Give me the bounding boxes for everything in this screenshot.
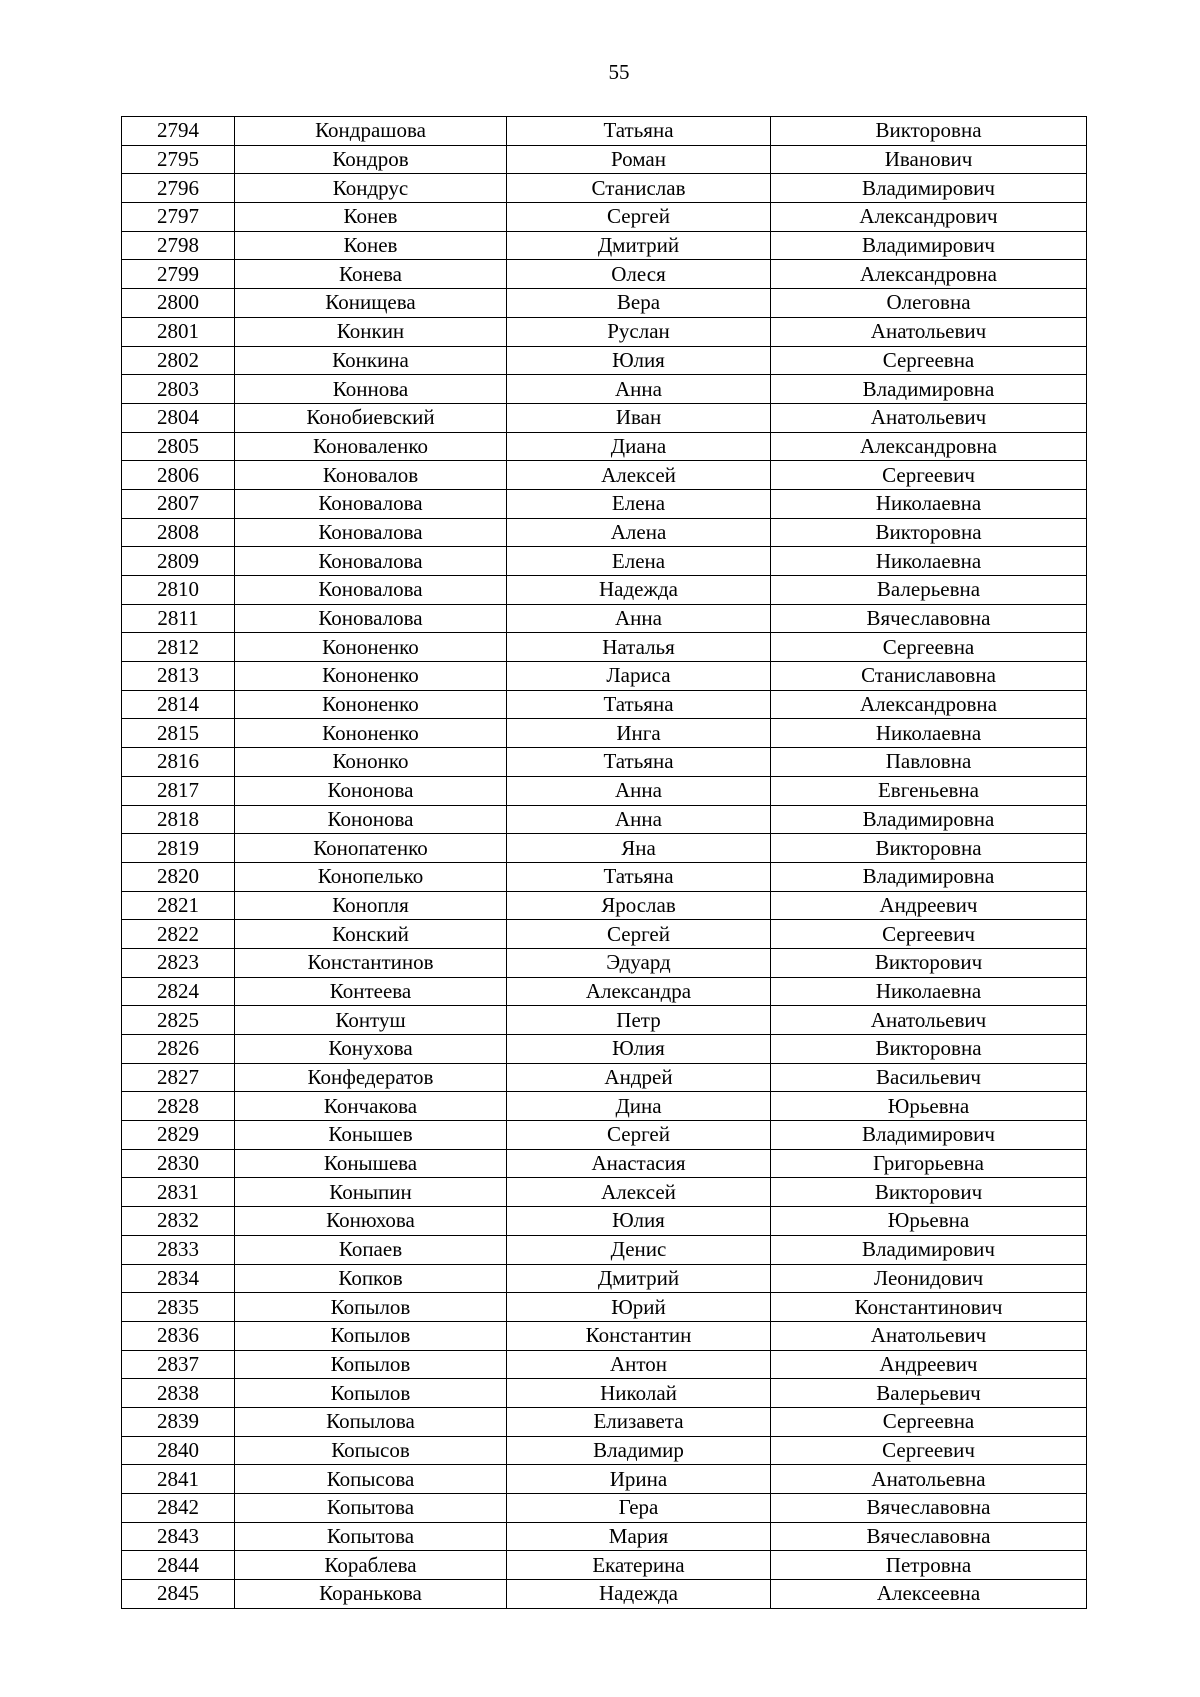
row-number-cell: 2799 [122, 260, 235, 289]
row-number-cell: 2831 [122, 1178, 235, 1207]
table-row [122, 1207, 1087, 1236]
table-row [122, 174, 1087, 203]
first-name-cell: Анна [507, 805, 771, 834]
last-name-cell: Кораблева [235, 1551, 507, 1580]
patronymic-cell: Александровна [771, 260, 1087, 289]
patronymic-cell: Сергеевич [771, 920, 1087, 949]
last-name-cell: Кончакова [235, 1092, 507, 1121]
last-name-cell: Копылов [235, 1350, 507, 1379]
table-row [122, 1465, 1087, 1494]
last-name-cell: Контуш [235, 1006, 507, 1035]
first-name-cell: Станислав [507, 174, 771, 203]
first-name-cell: Антон [507, 1350, 771, 1379]
first-name-cell: Инга [507, 719, 771, 748]
last-name-cell: Конкина [235, 346, 507, 375]
last-name-cell: Кондрус [235, 174, 507, 203]
last-name-cell: Коновалов [235, 461, 507, 490]
patronymic-cell: Юрьевна [771, 1207, 1087, 1236]
first-name-cell: Алексей [507, 461, 771, 490]
row-number-cell: 2834 [122, 1264, 235, 1293]
table-row [122, 317, 1087, 346]
table-row [122, 1092, 1087, 1121]
patronymic-cell: Николаевна [771, 977, 1087, 1006]
first-name-cell: Надежда [507, 1580, 771, 1609]
row-number-cell: 2815 [122, 719, 235, 748]
table-row [122, 547, 1087, 576]
last-name-cell: Копков [235, 1264, 507, 1293]
row-number-cell: 2797 [122, 203, 235, 232]
patronymic-cell: Владимировна [771, 805, 1087, 834]
row-number-cell: 2816 [122, 748, 235, 777]
row-number-cell: 2817 [122, 776, 235, 805]
patronymic-cell: Анатольевич [771, 317, 1087, 346]
row-number-cell: 2845 [122, 1580, 235, 1609]
first-name-cell: Ярослав [507, 891, 771, 920]
first-name-cell: Петр [507, 1006, 771, 1035]
first-name-cell: Эдуард [507, 948, 771, 977]
row-number-cell: 2796 [122, 174, 235, 203]
last-name-cell: Конский [235, 920, 507, 949]
patronymic-cell: Николаевна [771, 719, 1087, 748]
patronymic-cell: Сергеевна [771, 633, 1087, 662]
first-name-cell: Ирина [507, 1465, 771, 1494]
last-name-cell: Конухова [235, 1035, 507, 1064]
last-name-cell: Коновалова [235, 604, 507, 633]
first-name-cell: Денис [507, 1235, 771, 1264]
row-number-cell: 2814 [122, 690, 235, 719]
table-row [122, 719, 1087, 748]
table-row [122, 117, 1087, 146]
table-row [122, 1379, 1087, 1408]
row-number-cell: 2808 [122, 518, 235, 547]
first-name-cell: Дмитрий [507, 231, 771, 260]
first-name-cell: Юлия [507, 1207, 771, 1236]
last-name-cell: Конев [235, 203, 507, 232]
last-name-cell: Копылов [235, 1321, 507, 1350]
last-name-cell: Коннова [235, 375, 507, 404]
last-name-cell: Конева [235, 260, 507, 289]
row-number-cell: 2823 [122, 948, 235, 977]
row-number-cell: 2818 [122, 805, 235, 834]
first-name-cell: Диана [507, 432, 771, 461]
last-name-cell: Коранькова [235, 1580, 507, 1609]
patronymic-cell: Григорьевна [771, 1149, 1087, 1178]
patronymic-cell: Викторович [771, 948, 1087, 977]
row-number-cell: 2839 [122, 1407, 235, 1436]
row-number-cell: 2803 [122, 375, 235, 404]
patronymic-cell: Павловна [771, 748, 1087, 777]
patronymic-cell: Викторович [771, 1178, 1087, 1207]
patronymic-cell: Викторовна [771, 117, 1087, 146]
table-row [122, 231, 1087, 260]
first-name-cell: Руслан [507, 317, 771, 346]
last-name-cell: Кононенко [235, 719, 507, 748]
row-number-cell: 2837 [122, 1350, 235, 1379]
row-number-cell: 2842 [122, 1494, 235, 1523]
patronymic-cell: Владимирович [771, 231, 1087, 260]
row-number-cell: 2840 [122, 1436, 235, 1465]
table-row [122, 977, 1087, 1006]
first-name-cell: Анна [507, 776, 771, 805]
first-name-cell: Анастасия [507, 1149, 771, 1178]
last-name-cell: Копысов [235, 1436, 507, 1465]
first-name-cell: Елена [507, 547, 771, 576]
row-number-cell: 2826 [122, 1035, 235, 1064]
last-name-cell: Кононова [235, 805, 507, 834]
row-number-cell: 2802 [122, 346, 235, 375]
table-row [122, 862, 1087, 891]
row-number-cell: 2800 [122, 289, 235, 318]
first-name-cell: Елена [507, 489, 771, 518]
patronymic-cell: Вячеславовна [771, 1522, 1087, 1551]
row-number-cell: 2836 [122, 1321, 235, 1350]
first-name-cell: Алексей [507, 1178, 771, 1207]
row-number-cell: 2844 [122, 1551, 235, 1580]
last-name-cell: Кононенко [235, 690, 507, 719]
last-name-cell: Коныпин [235, 1178, 507, 1207]
first-name-cell: Надежда [507, 576, 771, 605]
row-number-cell: 2841 [122, 1465, 235, 1494]
table-row [122, 633, 1087, 662]
table-row [122, 1178, 1087, 1207]
row-number-cell: 2810 [122, 576, 235, 605]
table-row [122, 403, 1087, 432]
names-table [121, 116, 1087, 1609]
table-row [122, 375, 1087, 404]
patronymic-cell: Евгеньевна [771, 776, 1087, 805]
first-name-cell: Юлия [507, 1035, 771, 1064]
first-name-cell: Дина [507, 1092, 771, 1121]
row-number-cell: 2813 [122, 662, 235, 691]
row-number-cell: 2795 [122, 145, 235, 174]
patronymic-cell: Анатольевич [771, 1006, 1087, 1035]
last-name-cell: Конищева [235, 289, 507, 318]
last-name-cell: Копытова [235, 1522, 507, 1551]
table-row [122, 1149, 1087, 1178]
patronymic-cell: Викторовна [771, 834, 1087, 863]
first-name-cell: Татьяна [507, 862, 771, 891]
row-number-cell: 2830 [122, 1149, 235, 1178]
patronymic-cell: Сергеевна [771, 1407, 1087, 1436]
last-name-cell: Копылов [235, 1293, 507, 1322]
row-number-cell: 2807 [122, 489, 235, 518]
first-name-cell: Юлия [507, 346, 771, 375]
row-number-cell: 2806 [122, 461, 235, 490]
patronymic-cell: Сергеевич [771, 1436, 1087, 1465]
last-name-cell: Коновалова [235, 576, 507, 605]
last-name-cell: Конышева [235, 1149, 507, 1178]
last-name-cell: Кононенко [235, 662, 507, 691]
row-number-cell: 2829 [122, 1121, 235, 1150]
first-name-cell: Анна [507, 375, 771, 404]
table-row [122, 805, 1087, 834]
first-name-cell: Вера [507, 289, 771, 318]
last-name-cell: Кононко [235, 748, 507, 777]
first-name-cell: Анна [507, 604, 771, 633]
page-number: 55 [608, 60, 630, 84]
first-name-cell: Николай [507, 1379, 771, 1408]
last-name-cell: Коновалова [235, 518, 507, 547]
patronymic-cell: Анатольевна [771, 1465, 1087, 1494]
first-name-cell: Дмитрий [507, 1264, 771, 1293]
table-row [122, 1350, 1087, 1379]
patronymic-cell: Владимирович [771, 174, 1087, 203]
table-row [122, 1436, 1087, 1465]
row-number-cell: 2832 [122, 1207, 235, 1236]
patronymic-cell: Анатольевич [771, 403, 1087, 432]
first-name-cell: Татьяна [507, 690, 771, 719]
last-name-cell: Копаев [235, 1235, 507, 1264]
row-number-cell: 2827 [122, 1063, 235, 1092]
first-name-cell: Олеся [507, 260, 771, 289]
last-name-cell: Копытова [235, 1494, 507, 1523]
patronymic-cell: Валерьевич [771, 1379, 1087, 1408]
table-row [122, 1121, 1087, 1150]
patronymic-cell: Николаевна [771, 547, 1087, 576]
first-name-cell: Сергей [507, 203, 771, 232]
table-row [122, 891, 1087, 920]
first-name-cell: Алена [507, 518, 771, 547]
last-name-cell: Кондрашова [235, 117, 507, 146]
row-number-cell: 2838 [122, 1379, 235, 1408]
table-row [122, 748, 1087, 777]
row-number-cell: 2843 [122, 1522, 235, 1551]
last-name-cell: Кононенко [235, 633, 507, 662]
row-number-cell: 2825 [122, 1006, 235, 1035]
table-row [122, 920, 1087, 949]
table-row [122, 1006, 1087, 1035]
patronymic-cell: Владимирович [771, 1235, 1087, 1264]
table-row [122, 1321, 1087, 1350]
table-row [122, 518, 1087, 547]
last-name-cell: Конопля [235, 891, 507, 920]
patronymic-cell: Валерьевна [771, 576, 1087, 605]
row-number-cell: 2835 [122, 1293, 235, 1322]
names-table-body [122, 117, 1087, 1609]
table-row [122, 1522, 1087, 1551]
last-name-cell: Копылов [235, 1379, 507, 1408]
patronymic-cell: Владимировна [771, 375, 1087, 404]
patronymic-cell: Анатольевич [771, 1321, 1087, 1350]
table-row [122, 604, 1087, 633]
last-name-cell: Копысова [235, 1465, 507, 1494]
last-name-cell: Конобиевский [235, 403, 507, 432]
row-number-cell: 2819 [122, 834, 235, 863]
first-name-cell: Екатерина [507, 1551, 771, 1580]
first-name-cell: Андрей [507, 1063, 771, 1092]
table-row [122, 432, 1087, 461]
last-name-cell: Конев [235, 231, 507, 260]
first-name-cell: Александра [507, 977, 771, 1006]
table-row [122, 776, 1087, 805]
patronymic-cell: Сергеевич [771, 461, 1087, 490]
table-row [122, 576, 1087, 605]
table-row [122, 948, 1087, 977]
row-number-cell: 2820 [122, 862, 235, 891]
patronymic-cell: Александровна [771, 690, 1087, 719]
last-name-cell: Конюхова [235, 1207, 507, 1236]
patronymic-cell: Алексеевна [771, 1580, 1087, 1609]
table-row [122, 834, 1087, 863]
table-row [122, 145, 1087, 174]
table-row [122, 1494, 1087, 1523]
table-row [122, 489, 1087, 518]
table-row [122, 289, 1087, 318]
row-number-cell: 2801 [122, 317, 235, 346]
patronymic-cell: Леонидович [771, 1264, 1087, 1293]
last-name-cell: Конфедератов [235, 1063, 507, 1092]
last-name-cell: Копылова [235, 1407, 507, 1436]
row-number-cell: 2805 [122, 432, 235, 461]
patronymic-cell: Олеговна [771, 289, 1087, 318]
first-name-cell: Константин [507, 1321, 771, 1350]
table-row [122, 1035, 1087, 1064]
table-row [122, 1551, 1087, 1580]
first-name-cell: Яна [507, 834, 771, 863]
table-row [122, 346, 1087, 375]
patronymic-cell: Иванович [771, 145, 1087, 174]
first-name-cell: Татьяна [507, 748, 771, 777]
patronymic-cell: Андреевич [771, 891, 1087, 920]
patronymic-cell: Андреевич [771, 1350, 1087, 1379]
row-number-cell: 2809 [122, 547, 235, 576]
last-name-cell: Кондров [235, 145, 507, 174]
last-name-cell: Конкин [235, 317, 507, 346]
row-number-cell: 2824 [122, 977, 235, 1006]
last-name-cell: Конопатенко [235, 834, 507, 863]
first-name-cell: Юрий [507, 1293, 771, 1322]
first-name-cell: Елизавета [507, 1407, 771, 1436]
patronymic-cell: Александровна [771, 432, 1087, 461]
table-row [122, 203, 1087, 232]
first-name-cell: Сергей [507, 1121, 771, 1150]
table-row [122, 1580, 1087, 1609]
patronymic-cell: Юрьевна [771, 1092, 1087, 1121]
first-name-cell: Сергей [507, 920, 771, 949]
first-name-cell: Татьяна [507, 117, 771, 146]
row-number-cell: 2811 [122, 604, 235, 633]
last-name-cell: Константинов [235, 948, 507, 977]
patronymic-cell: Викторовна [771, 1035, 1087, 1064]
patronymic-cell: Вячеславовна [771, 604, 1087, 633]
table-row [122, 461, 1087, 490]
row-number-cell: 2821 [122, 891, 235, 920]
last-name-cell: Коновалова [235, 489, 507, 518]
row-number-cell: 2828 [122, 1092, 235, 1121]
patronymic-cell: Васильевич [771, 1063, 1087, 1092]
patronymic-cell: Владимирович [771, 1121, 1087, 1150]
table-row [122, 690, 1087, 719]
first-name-cell: Роман [507, 145, 771, 174]
patronymic-cell: Александрович [771, 203, 1087, 232]
patronymic-cell: Николаевна [771, 489, 1087, 518]
patronymic-cell: Владимировна [771, 862, 1087, 891]
last-name-cell: Контеева [235, 977, 507, 1006]
row-number-cell: 2822 [122, 920, 235, 949]
first-name-cell: Наталья [507, 633, 771, 662]
last-name-cell: Конышев [235, 1121, 507, 1150]
patronymic-cell: Константинович [771, 1293, 1087, 1322]
table-row [122, 1063, 1087, 1092]
last-name-cell: Кононова [235, 776, 507, 805]
row-number-cell: 2794 [122, 117, 235, 146]
patronymic-cell: Викторовна [771, 518, 1087, 547]
first-name-cell: Владимир [507, 1436, 771, 1465]
first-name-cell: Иван [507, 403, 771, 432]
first-name-cell: Гера [507, 1494, 771, 1523]
row-number-cell: 2798 [122, 231, 235, 260]
table-row [122, 1293, 1087, 1322]
row-number-cell: 2833 [122, 1235, 235, 1264]
first-name-cell: Лариса [507, 662, 771, 691]
last-name-cell: Конопелько [235, 862, 507, 891]
row-number-cell: 2812 [122, 633, 235, 662]
last-name-cell: Коновалова [235, 547, 507, 576]
last-name-cell: Коноваленко [235, 432, 507, 461]
row-number-cell: 2804 [122, 403, 235, 432]
patronymic-cell: Вячеславовна [771, 1494, 1087, 1523]
table-row [122, 1264, 1087, 1293]
table-row [122, 662, 1087, 691]
patronymic-cell: Петровна [771, 1551, 1087, 1580]
table-row [122, 260, 1087, 289]
patronymic-cell: Станиславовна [771, 662, 1087, 691]
table-row [122, 1407, 1087, 1436]
patronymic-cell: Сергеевна [771, 346, 1087, 375]
table-row [122, 1235, 1087, 1264]
first-name-cell: Мария [507, 1522, 771, 1551]
